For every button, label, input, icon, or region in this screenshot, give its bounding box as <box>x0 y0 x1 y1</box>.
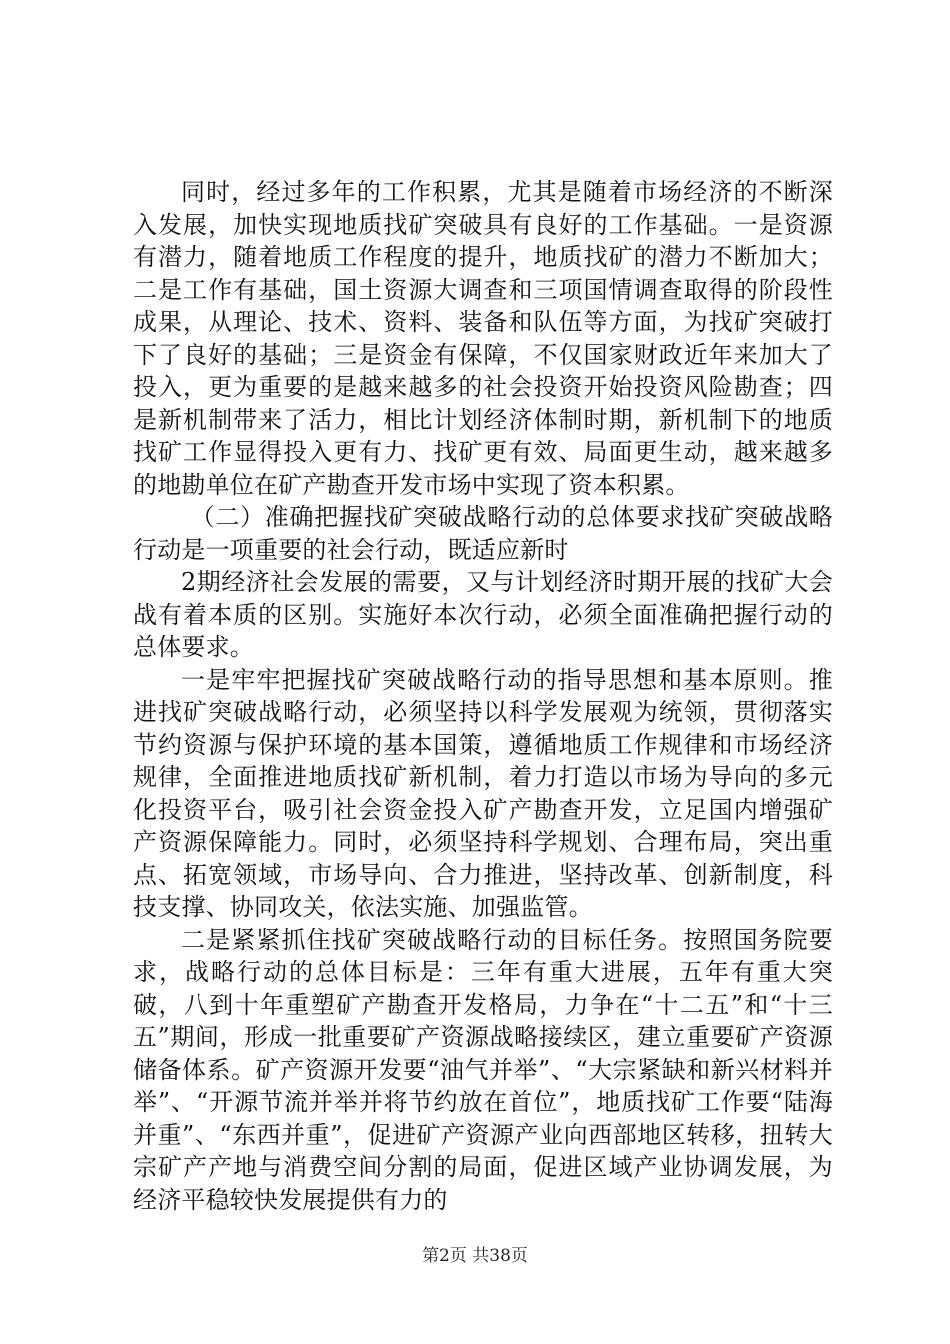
document-body <box>133 176 833 1216</box>
page-footer <box>0 1241 950 1266</box>
paragraph-1: 同时，经过多年的工作积累，尤其是随着市场经济的不断深入发展，加快实现地质找矿突破具有良好的工作基础。一是资源有潜力，随着地质工作程度的提升，地质找矿的潜力不断加大；二是工作有基础，国土资源大调查和三项国情调查取得的阶段性成果，从理论、技术、资料、装备和队伍等方面，为找矿突破打下了良好的基础；三是资金有保障，不仅国家财政近年来加大了投入，更为重要的是越来越多的社会投资开始投资风险勘查；四是新机制带来了活力，相比计划经济体制时期，新机制下的地质找矿工作显得投入更有力、找矿更有效、局面更生动，越来越多的地勘单位在矿产勘查开发市场中实现了资本积累。 <box>133 178 833 499</box>
page-number: 第2页 共38页 <box>422 1246 528 1266</box>
paragraph-3: 2期经济社会发展的需要，又与计划经济时期开展的找矿大会战有着本质的区别。实施好本次行动，必须全面准确把握行动的总体要求。 <box>133 568 833 661</box>
paragraph-5: 二是紧紧抓住找矿突破战略行动的目标任务。按照国务院要求，战略行动的总体目标是：三年有重大进展，五年有重大突破，八到十年重塑矿产勘查开发格局，力争在“十二五”和“十三五”期间，形成一批重要矿产资源战略接续区，建立重要矿产资源储备体系。矿产资源开发要“油气并举”、“大宗紧缺和新兴材料并举”、“开源节流并举并将节约放在首位”，地质找矿工作要“陆海并重”、“东西并重”，促进矿产资源产业向西部地区转移，扭转大宗矿产产地与消费空间分割的局面，促进区域产业协调发展，为经济平稳较快发展提供有力的 <box>133 925 833 1214</box>
paragraph-2: （二）准确把握找矿突破战略行动的总体要求找矿突破战略行动是一项重要的社会行动，既适应新时 <box>133 503 833 564</box>
paragraph-4: 一是牢牢把握找矿突破战略行动的指导思想和基本原则。推进找矿突破战略行动，必须坚持以科学发展观为统领，贯彻落实节约资源与保护环境的基本国策，遵循地质工作规律和市场经济规律，全面推进地质找矿新机制，着力打造以市场为导向的多元化投资平台，吸引社会资金投入矿产勘查开发，立足国内增强矿产资源保障能力。同时，必须坚持科学规划、合理布局，突出重点、拓宽领域，市场导向、合力推进，坚持改革、创新制度，科技支撑、协同攻关，依法实施、加强监管。 <box>133 665 833 921</box>
